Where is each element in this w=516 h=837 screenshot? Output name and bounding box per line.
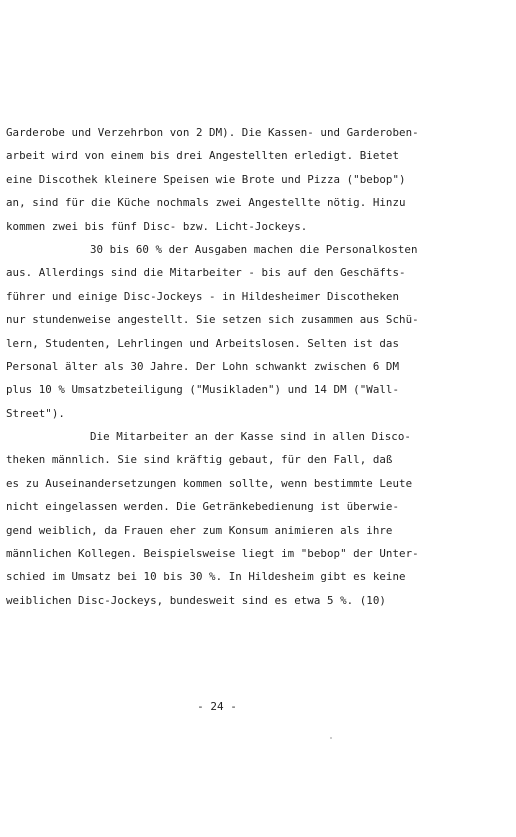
text-line: Personal älter als 30 Jahre. Der Lohn schwankt zwischen 6 DM [6, 359, 400, 373]
text-line: lern, Studenten, Lehrlingen und Arbeitslosen. Selten ist das [6, 336, 400, 350]
text-line: schied im Umsatz bei 10 bis 30 %. In Hildesheim gibt es keine [6, 570, 406, 584]
text-line: kommen zwei bis fünf Disc- bzw. Licht-Jockeys. [6, 219, 308, 233]
text-line: Garderobe und Verzehrbon von 2 DM). Die Kassen- und Garderoben- [6, 126, 419, 139]
text-line: eine Discothek kleinere Speisen wie Brote und Pizza ("bebop") [6, 172, 406, 186]
text-line: nicht eingelassen werden. Die Getränkebedienung ist überwie- [6, 500, 400, 514]
paragraph-start-line: Die Mitarbeiter an der Kasse sind in allen Disco- [90, 430, 411, 444]
text-line: führer und einige Disc-Jockeys - in Hildesheimer Discotheken [6, 289, 400, 303]
paragraph-start-line: 30 bis 60 % der Ausgaben machen die Personalkosten [90, 242, 418, 256]
text-line: Street"). [6, 406, 65, 420]
text-line: aus. Allerdings sind die Mitarbeiter - bis auf den Geschäfts- [6, 266, 406, 280]
text-line: plus 10 % Umsatzbeteiligung ("Musikladen") und 14 DM ("Wall- [6, 383, 400, 397]
page-number [0, 700, 516, 714]
text-line: es zu Auseinandersetzungen kommen sollte, wenn bestimmte Leute [6, 476, 413, 490]
text-line: an, sind für die Küche nochmals zwei Angestellte nötig. Hinzu [6, 196, 406, 210]
text-line: theken männlich. Sie sind kräftig gebaut, für den Fall, daß [6, 453, 393, 467]
text-line: nur stundenweise angestellt. Sie setzen sich zusammen aus Schü- [6, 313, 419, 327]
text-line: gend weiblich, da Frauen eher zum Konsum animieren als ihre [6, 523, 393, 537]
text-line: männlichen Kollegen. Beispielsweise liegt im "bebop" der Unter- [6, 547, 419, 561]
body-text [6, 121, 506, 612]
text-line: arbeit wird von einem bis drei Angestellten erledigt. Bietet [6, 149, 400, 163]
text-line: weiblichen Disc-Jockeys, bundesweit sind es etwa 5 %. (10) [6, 593, 386, 607]
scan-speck [330, 737, 332, 739]
page-number-text: - 24 - [197, 700, 237, 713]
